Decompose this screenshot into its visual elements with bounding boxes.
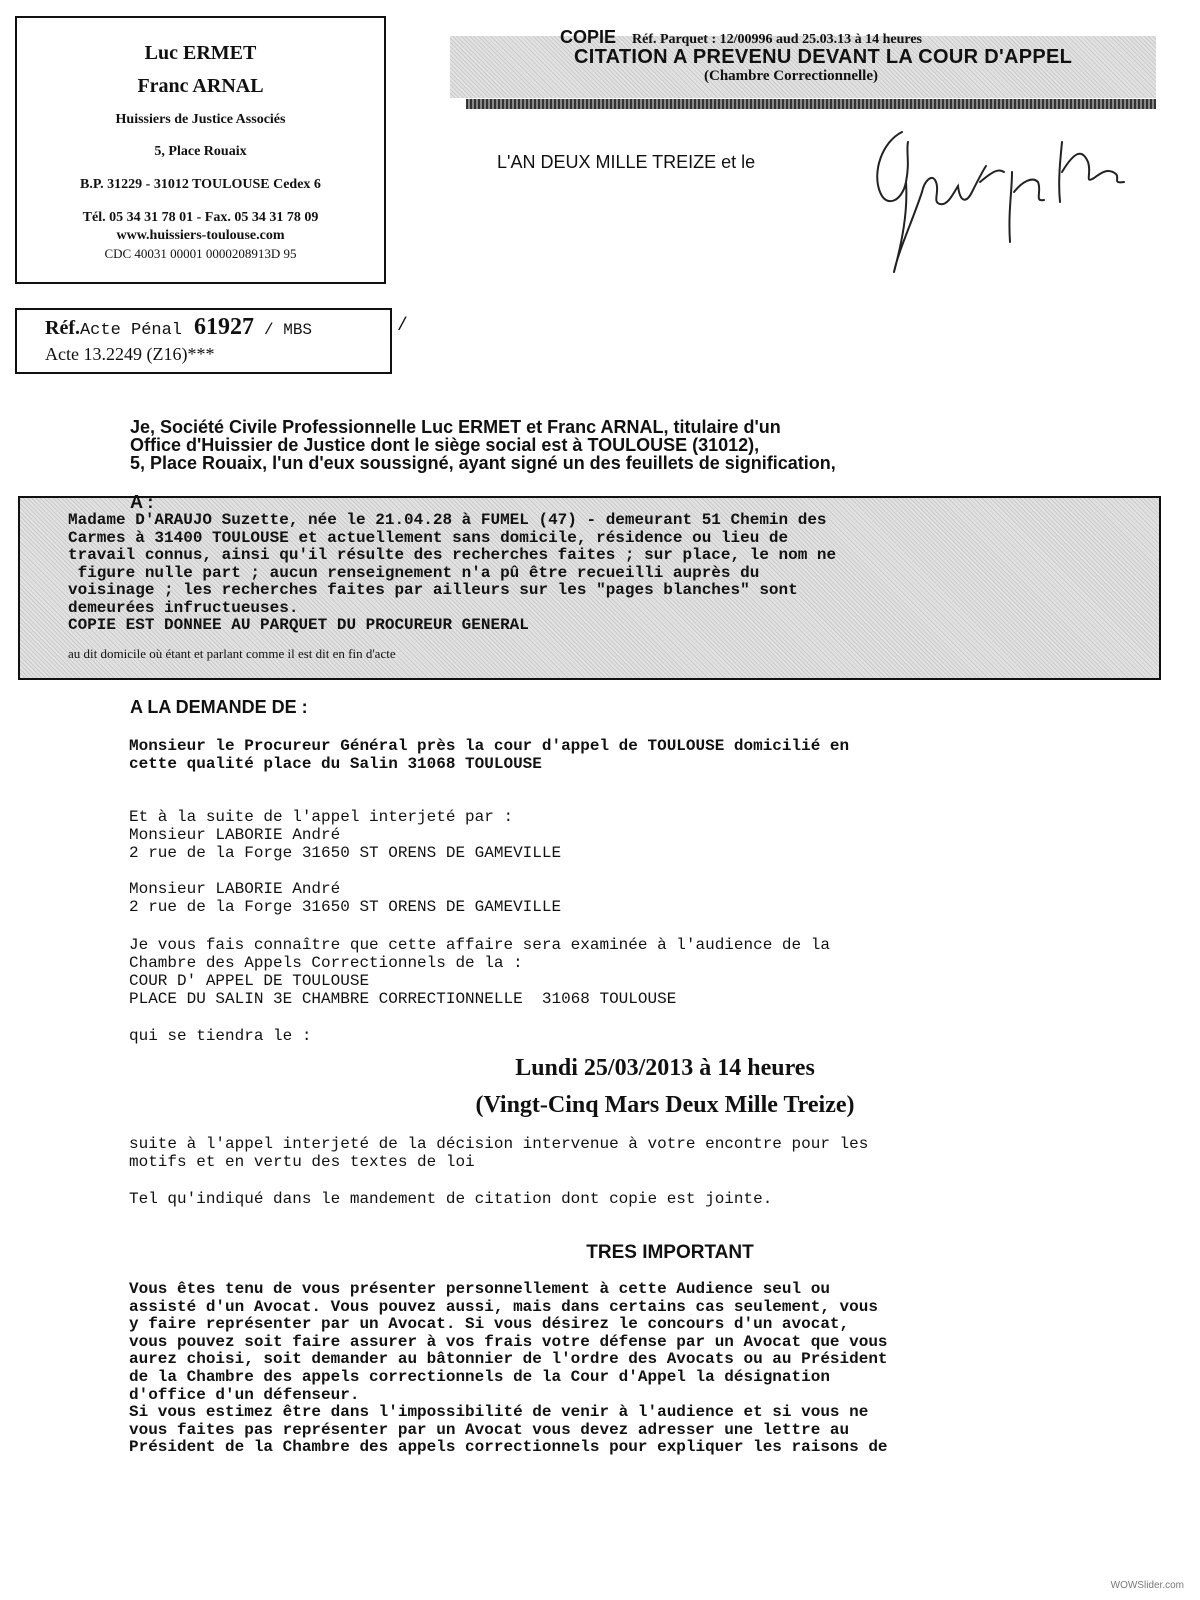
chamber-label: (Chambre Correctionnelle) (704, 68, 878, 84)
addressee-line: COPIE EST DONNEE AU PARQUET DU PROCUREUR GENERAL (68, 616, 529, 634)
appeal-block-1 (129, 808, 561, 862)
appeal-block-3 (129, 936, 830, 1008)
handwritten-date-signature (862, 112, 1142, 282)
letterhead-box (15, 16, 386, 284)
intro-paragraph (130, 418, 836, 472)
important-text (129, 1281, 888, 1457)
title-rule (466, 99, 1156, 109)
bailiff-name-1: Luc ERMET (144, 42, 257, 64)
important-line: vous pouvez soit faire assurer à vos frais votre défense par un Avocat que vous (129, 1332, 888, 1351)
ref-number: 61927 (194, 314, 255, 340)
important-line: aurez choisi, soit demander au bâtonnier de l'ordre des Avocats ou au Président (129, 1350, 888, 1369)
appeal-line: COUR D' APPEL DE TOULOUSE (129, 972, 370, 990)
intro-line: Office d'Huissier de Justice dont le siège social est à TOULOUSE (31012), (130, 435, 760, 455)
bailiff-website: www.huissiers-toulouse.com (116, 228, 285, 243)
bailiff-name-2: Franc ARNAL (137, 75, 264, 97)
bailiff-subtitle: Huissiers de Justice Associés (115, 112, 286, 127)
addressee-line: travail connus, ainsi qu'il résulte des recherches faites ; sur place, le nom ne (68, 546, 837, 564)
important-line: Président de la Chambre des appels correctionnels pour expliquer les raisons de (129, 1438, 888, 1457)
addressee-line: Carmes à 31400 TOULOUSE et actuellement sans domicile, résidence ou lieu de (68, 528, 789, 547)
hearing-date: Lundi 25/03/2013 à 14 heures (515, 1055, 815, 1081)
important-line: d'office d'un défenseur. (129, 1385, 360, 1404)
request-line: cette qualité place du Salin 31068 TOULOUSE (129, 755, 542, 773)
intro-line: 5, Place Rouaix, l'un d'eux soussigné, ayant signé un des feuillets de signification, (130, 453, 836, 473)
ref-acte: Acte 13.2249 (Z16)*** (45, 344, 215, 364)
important-line: assisté d'un Avocat. Vous pouvez aussi, mais dans certains cas seulement, vous (129, 1297, 878, 1316)
addressee-line: voisinage ; les recherches faites par ailleurs sur les "pages blanches" sont (68, 581, 798, 599)
watermark: WOWSlider.com (1110, 1580, 1184, 1591)
important-line: Si vous estimez être dans l'impossibilité de venir à l'audience et si vous ne (129, 1403, 869, 1422)
appeal-line: Monsieur LABORIE André (129, 880, 341, 898)
after-line: motifs et en vertu des textes de loi (129, 1153, 475, 1171)
ref-label: Réf. (45, 317, 80, 339)
important-heading: TRES IMPORTANT (586, 1242, 754, 1263)
request-text (129, 737, 849, 773)
intro-line: Je, Société Civile Professionnelle Luc ERMET et Franc ARNAL, titulaire d'un (130, 417, 781, 437)
date-line: L'AN DEUX MILLE TREIZE et le (497, 152, 756, 172)
appeal-block-2 (129, 880, 561, 916)
addressee-text (68, 512, 836, 635)
appeal-line: 2 rue de la Forge 31650 ST ORENS DE GAMEVILLE (129, 844, 562, 862)
addressee-box (18, 492, 1161, 680)
appeal-line: Je vous fais connaître que cette affaire sera examinée à l'audience de la (129, 936, 830, 954)
ref-type: Acte Pénal (79, 321, 183, 340)
after-line: suite à l'appel interjeté de la décision intervenue à votre encontre pour les (129, 1135, 869, 1153)
addressee-footer: au dit domicile où étant et parlant comme il est dit en fin d'acte (68, 646, 396, 661)
important-line: de la Chambre des appels correctionnels de la Cour d'Appel la désignation (129, 1367, 830, 1386)
addressee-line: demeurées infructueuses. (68, 598, 299, 617)
after-text (129, 1135, 868, 1171)
bailiff-cdc: CDC 40031 00001 0000208913D 95 (104, 246, 297, 261)
appeal-line: Chambre des Appels Correctionnels de la : (129, 954, 523, 972)
appeal-line: Monsieur LABORIE André (129, 826, 341, 844)
parquet-ref: Réf. Parquet : 12/00996 aud 25.03.13 à 14 heures (632, 32, 922, 47)
tel-line: Tel qu'indiqué dans le mandement de citation dont copie est jointe. (129, 1190, 773, 1208)
ref-slash: / (397, 316, 408, 336)
document-title: CITATION A PREVENU DEVANT LA COUR D'APPEL (574, 46, 1073, 68)
bailiff-address: 5, Place Rouaix (154, 144, 247, 159)
request-line: Monsieur le Procureur Général près la cour d'appel de TOULOUSE domicilié en (129, 737, 850, 755)
important-line: y faire représenter par un Avocat. Si vous désirez le concours d'un avocat, (129, 1315, 850, 1334)
bailiff-phone: Tél. 05 34 31 78 01 - Fax. 05 34 31 78 09 (82, 210, 319, 225)
reference-box (15, 308, 408, 374)
held-label: qui se tiendra le : (129, 1027, 312, 1045)
copie-label: COPIE (560, 27, 617, 47)
addressee-line: figure nulle part ; aucun renseignement n'a pû être recueilli auprès du (68, 563, 760, 582)
ref-code: / MBS (264, 321, 313, 339)
appeal-line: Et à la suite de l'appel interjeté par : (129, 808, 514, 826)
addressee-label: A : (130, 492, 154, 512)
appeal-line: PLACE DU SALIN 3E CHAMBRE CORRECTIONNELLE 31068 TOULOUSE (129, 990, 677, 1008)
appeal-line: 2 rue de la Forge 31650 ST ORENS DE GAMEVILLE (129, 898, 562, 916)
hearing-date-words: (Vingt-Cinq Mars Deux Mille Treize) (475, 1092, 855, 1118)
important-line: Vous êtes tenu de vous présenter personnellement à cette Audience seul ou (129, 1280, 830, 1298)
request-heading: A LA DEMANDE DE : (130, 697, 308, 717)
important-line: vous faites pas représenter par un Avocat vous devez adresser une lettre au (129, 1420, 850, 1439)
bailiff-postal: B.P. 31229 - 31012 TOULOUSE Cedex 6 (80, 177, 321, 192)
addressee-line: Madame D'ARAUJO Suzette, née le 21.04.28 à FUMEL (47) - demeurant 51 Chemin des (68, 511, 827, 529)
